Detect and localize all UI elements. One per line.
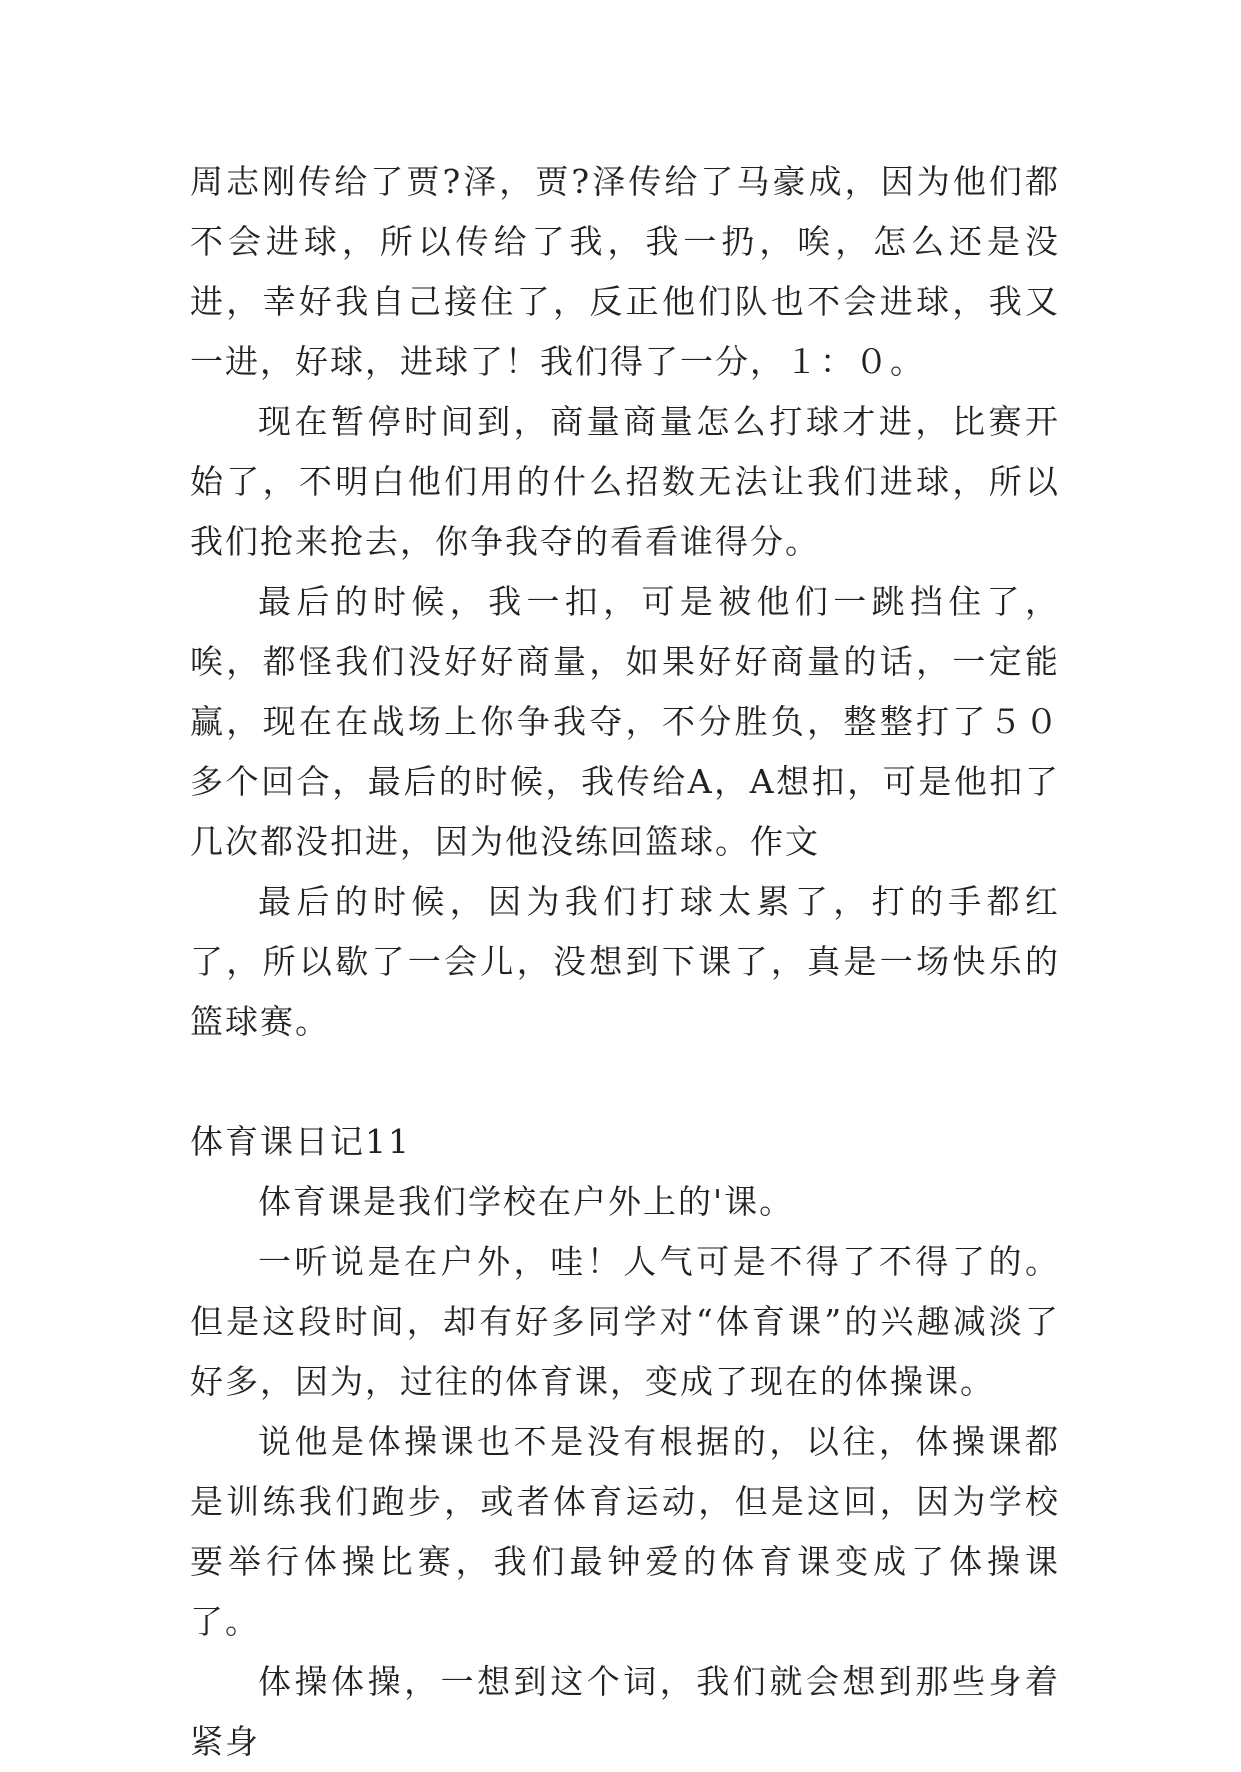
paragraph: 体操体操，一想到这个词，我们就会想到那些身着紧身 <box>190 1662 1060 1761</box>
section-heading: 体育课日记11 <box>190 1122 411 1161</box>
paragraph-continuation: 周志刚传给了贾?泽，贾?泽传给了马豪成，因为他们都不会进球，所以传给了我，我一扔，唉，怎么还是没进，幸好我自己接住了，反正他们队也不会进球，我又一进，好球，进球了！我们得了一分，１：０。 <box>190 162 1060 381</box>
paragraph: 说他是体操课也不是没有根据的，以往，体操课都是训练我们跑步，或者体育运动，但是这回，因为学校要举行体操比赛，我们最钟爱的体育课变成了体操课了。 <box>190 1422 1060 1641</box>
paragraph: 一听说是在户外，哇！人气可是不得了不得了的。但是这段时间，却有好多同学对“体育课”的兴趣减淡了好多，因为，过往的体育课，变成了现在的体操课。 <box>190 1242 1060 1401</box>
paragraph: 体育课是我们学校在户外上的'课。 <box>258 1182 795 1221</box>
document-body <box>190 152 1060 1772</box>
paragraph: 最后的时候，我一扣，可是被他们一跳挡住了，唉，都怪我们没好好商量，如果好好商量的话，一定能赢，现在在战场上你争我夺，不分胜负，整整打了５０多个回合，最后的时候，我传给A，A想扣，可是他扣了几次都没扣进，因为他没练回篮球。作文 <box>190 582 1060 861</box>
paragraph: 最后的时候，因为我们打球太累了，打的手都红了，所以歇了一会儿，没想到下课了，真是一场快乐的篮球赛。 <box>190 882 1060 1041</box>
paragraph: 现在暂停时间到，商量商量怎么打球才进，比赛开始了，不明白他们用的什么招数无法让我们进球，所以我们抢来抢去，你争我夺的看看谁得分。 <box>190 402 1060 561</box>
